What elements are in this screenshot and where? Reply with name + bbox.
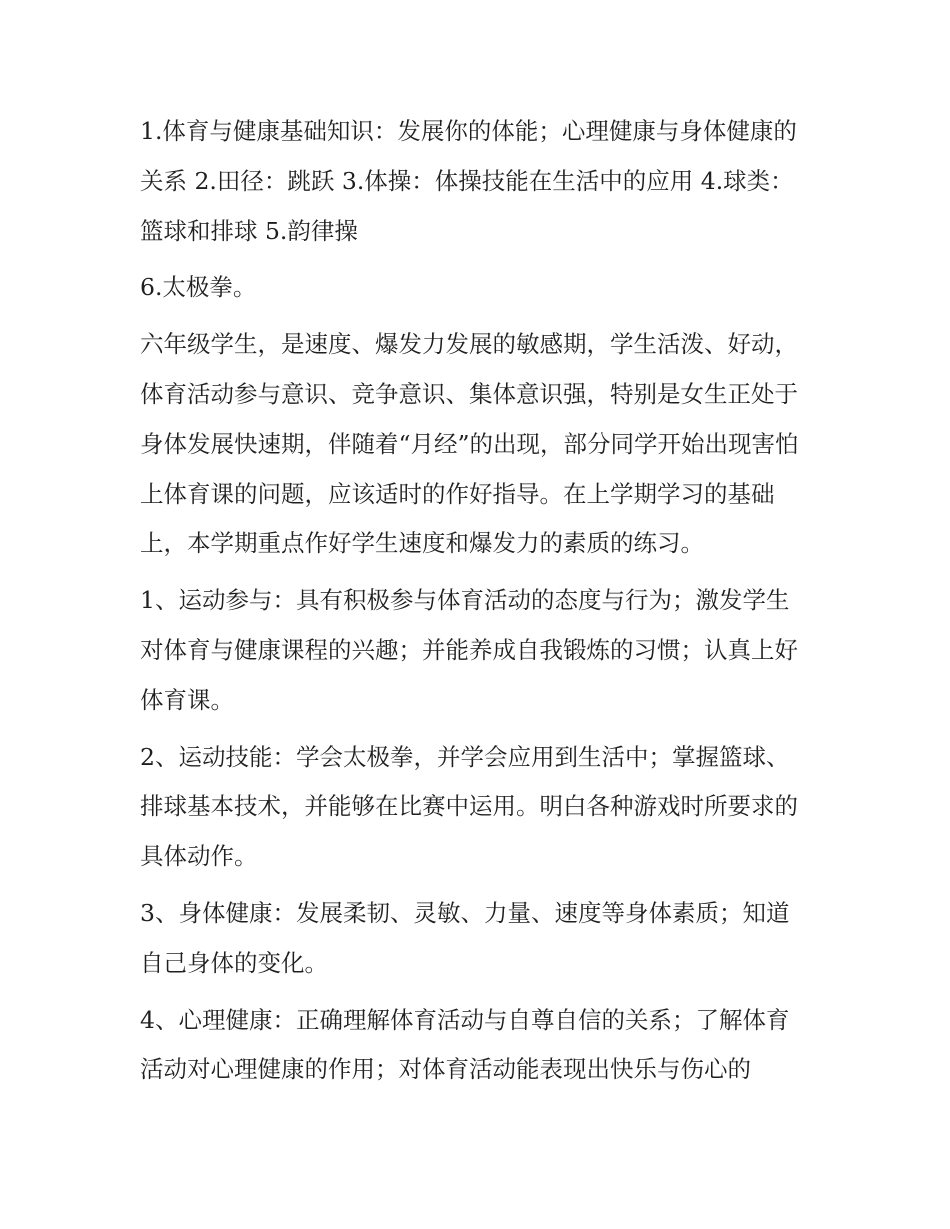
paragraph-goal-participation: 1、运动参与：具有积极参与体育活动的态度与行为；激发学生对体育与健康课程的兴趣；并能养成自我锻炼的习惯；认真上好体育课。 (140, 586, 798, 714)
paragraph-goal-skills: 2、运动技能：学会太极拳，并学会应用到生活中；掌握篮球、排球基本技术，并能够在比赛中运用。明白各种游戏时所要求的具体动作。 (140, 742, 798, 871)
paragraph-student-analysis: 六年级学生，是速度、爆发力发展的敏感期，学生活泼、好动，体育活动参与意识、竞争意识、集体意识强，特别是女生正处于身体发展快速期，伴随着“月经”的出现，部分同学开始出现害怕上体育课的问题，应该适时的作好指导。在上学期学习的基础上，本学期重点作好学生速度和爆发力的素质的练习。 (140, 330, 799, 558)
paragraph-goal-mental-health: 4、心理健康：正确理解体育活动与自尊自信的关系；了解体育活动对心理健康的作用；对体育活动能表现出快乐与伤心的 (140, 1005, 790, 1084)
paragraph-goal-physical-health: 3、身体健康：发展柔韧、灵敏、力量、速度等身体素质；知道自己身体的变化。 (140, 898, 790, 977)
paragraph-taichi: 6.太极拳。 (140, 273, 257, 302)
document-body (140, 107, 812, 1102)
paragraph-content-list: 1.体育与健康基础知识：发展你的体能；心理健康与身体健康的关系 2.田径：跳跃 3.体操：体操技能在生活中的应用 4.球类：篮球和排球 5.韵律操 (140, 117, 797, 245)
